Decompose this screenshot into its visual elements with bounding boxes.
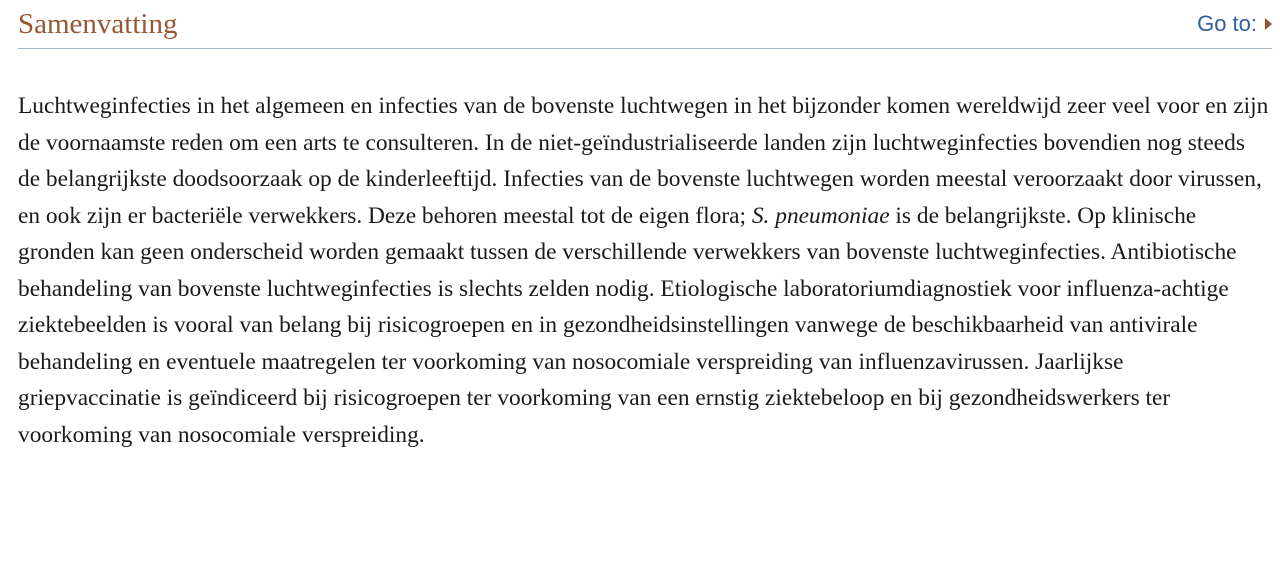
triangle-right-icon — [1265, 18, 1272, 30]
goto-label: Go to: — [1197, 11, 1257, 36]
abstract-text-part-1: Luchtweginfecties in het algemeen en infecties van de bovenste luchtwegen in het bijzonder komen wereldwijd zeer veel voor en zijn de voornaamste reden om een arts te consulteren. In de niet-geïndustrialiseerde landen zijn luchtweginfecties bovendien nog steeds de belangrijkste doodsoorzaak op de kinderleeftijd. Infecties van de bovenste luchtwegen worden meestal veroorzaakt door virussen, en ook zijn er bacteriële verwekkers. Deze behoren meestal tot de eigen flora; — [18, 93, 1269, 229]
abstract-paragraph — [18, 88, 1272, 453]
section-header — [18, 0, 1272, 49]
abstract-text-part-2: is de belangrijkste. Op klinische gronden kan geen onderscheid worden gemaakt tussen de verschillende verwekkers van bovenste luchtweginfecties. Antibiotische behandeling van bovenste luchtweginfecties is slechts zelden nodig. Etiologische laboratoriumdiagnostiek voor influenza-achtige ziektebeelden is vooral van belang bij risicogroepen en in gezondheidsinstellingen vanwege de beschikbaarheid van antivirale behandeling en eventuele maatregelen ter voorkoming van nosocomiale verspreiding van influenzavirussen. Jaarlijkse griepvaccinatie is geïndiceerd bij risicogroepen ter voorkoming van een ernstig ziektebeloop en bij gezondheidswerkers ter voorkoming van nosocomiale verspreiding. — [18, 202, 1237, 448]
section-title: Samenvatting — [18, 8, 178, 40]
abstract-section — [18, 0, 1272, 570]
goto-link[interactable] — [1197, 10, 1272, 38]
species-name: S. pneumoniae — [751, 202, 890, 229]
